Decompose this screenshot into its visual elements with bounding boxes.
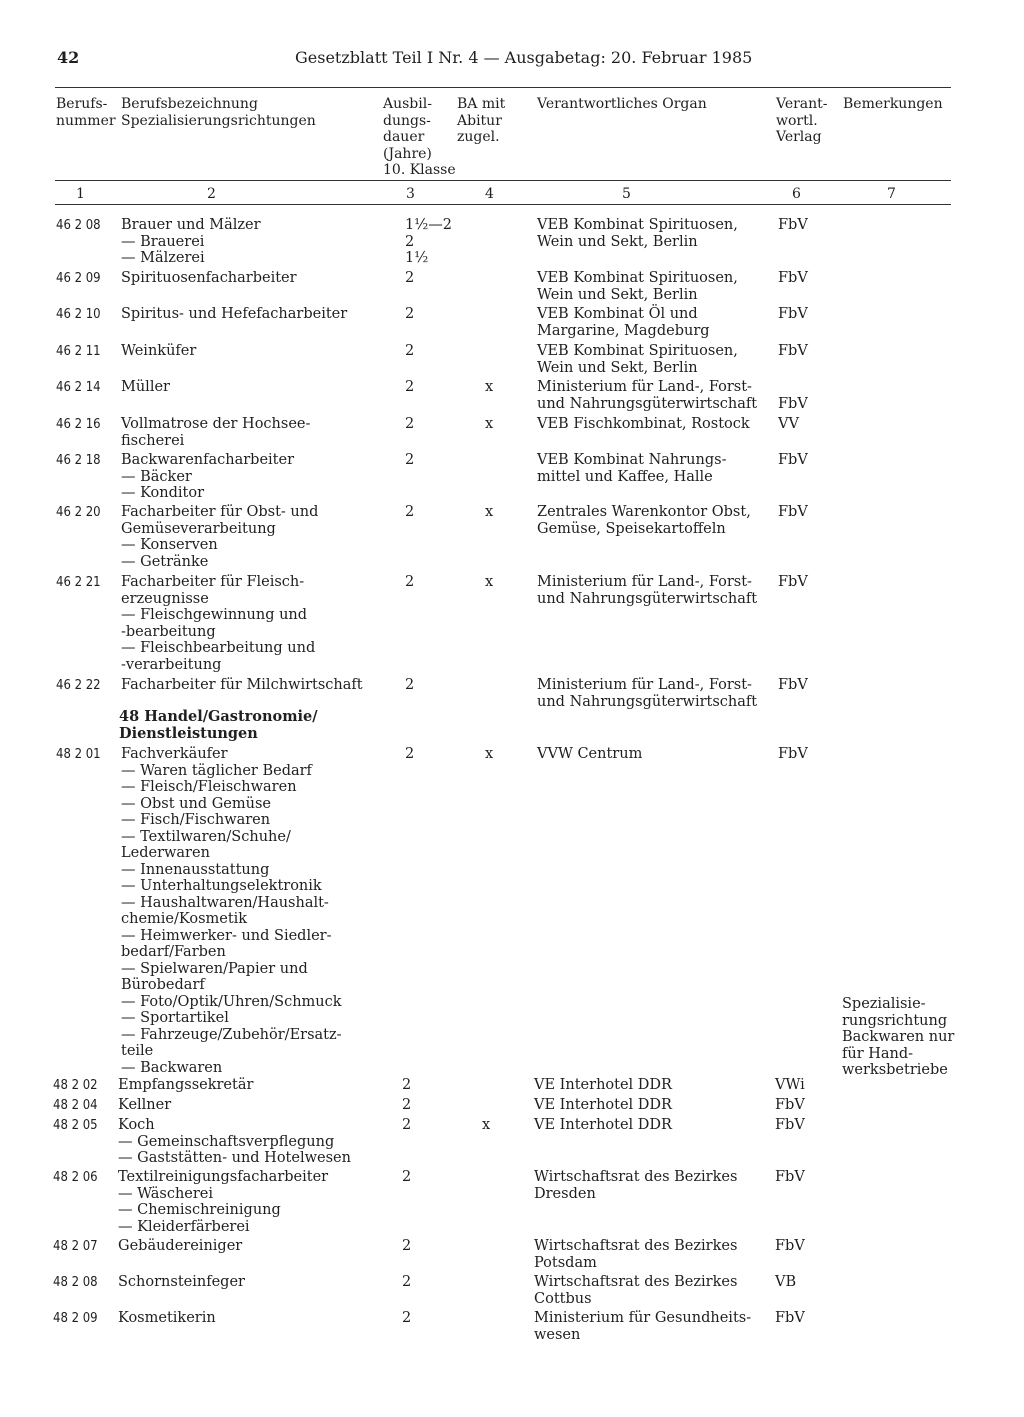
col-header-organ: Verantwortliches Organ <box>537 96 707 112</box>
table-row-organ: VEB Kombinat Öl und Margarine, Magdeburg <box>537 306 710 339</box>
col-header-publisher: Verant- wortl. Verlag <box>776 96 828 145</box>
col-number-1: 1 <box>76 186 85 202</box>
table-row-title: Koch — Gemeinschaftsverpflegung — Gaststätten- und Hotelwesen <box>118 1117 351 1166</box>
table-row-duration: 2 <box>405 306 415 322</box>
table-row-title: Kosmetikerin <box>118 1310 216 1326</box>
table-row-code: 48 2 09 <box>53 1311 98 1326</box>
table-row-duration: 2 <box>405 504 415 520</box>
table-row-publisher: FbV <box>778 270 808 286</box>
table-row-publisher: FbV <box>778 677 808 693</box>
table-row-code: 46 2 18 <box>56 453 101 468</box>
table-row-publisher: FbV <box>778 746 808 762</box>
table-row-duration: 2 <box>405 574 415 590</box>
table-row-organ: Ministerium für Land-, Forst- und Nahrungsgüterwirtschaft <box>537 379 758 412</box>
table-row-duration: 2 <box>405 677 415 693</box>
table-row-code: 46 2 08 <box>56 218 101 233</box>
table-row-title: Facharbeiter für Milchwirtschaft <box>121 677 363 693</box>
table-row-publisher: VB <box>775 1274 797 1290</box>
table-row-duration: 2 <box>402 1077 412 1093</box>
table-row-title: Weinküfer <box>121 343 197 359</box>
table-row-code: 48 2 02 <box>53 1078 98 1093</box>
table-row-duration: 2 <box>405 379 415 395</box>
table-row-duration: 2 <box>402 1238 412 1254</box>
table-row-code: 48 2 01 <box>56 747 101 762</box>
table-row-publisher: FbV <box>778 504 808 520</box>
col-number-6: 6 <box>792 186 801 202</box>
table-row-organ: VEB Kombinat Spirituosen, Wein und Sekt, Berlin <box>537 217 738 250</box>
table-row-duration: 2 <box>402 1169 412 1185</box>
table-row-publisher: VV <box>778 416 799 432</box>
table-row-title: Empfangssekretär <box>118 1077 254 1093</box>
table-row-title: Vollmatrose der Hochsee- fischerei <box>121 416 311 449</box>
col-number-5: 5 <box>622 186 631 202</box>
col-number-4: 4 <box>485 186 494 202</box>
table-row-duration: 2 <box>405 416 415 432</box>
col-number-3: 3 <box>406 186 415 202</box>
table-row-ba-mark: x <box>485 574 494 590</box>
header-rule <box>55 87 951 88</box>
table-row-code: 46 2 22 <box>56 678 101 693</box>
table-row-code: 48 2 06 <box>53 1170 98 1185</box>
table-row-organ: VVW Centrum <box>537 746 643 762</box>
table-row-title: Facharbeiter für Obst- und Gemüseverarbeitung — Konserven — Getränke <box>121 504 319 570</box>
table-row-duration: 2 <box>405 746 415 762</box>
table-row-ba-mark: x <box>485 379 494 395</box>
table-row-title: Backwarenfacharbeiter — Bäcker — Konditor <box>121 452 295 501</box>
table-row-title: Textilreinigungsfacharbeiter — Wäscherei — Chemischreinigung — Kleiderfärberei <box>118 1169 329 1235</box>
table-row-title: Spiritus- und Hefefacharbeiter <box>121 306 348 322</box>
table-row-title: Kellner <box>118 1097 172 1113</box>
table-row-code: 48 2 04 <box>53 1098 98 1113</box>
table-row-title: Schornsteinfeger <box>118 1274 245 1290</box>
column-header-rule <box>55 180 951 181</box>
table-row-remark: Spezialisie- rungsrichtung Backwaren nur für Hand- werksbetriebe <box>842 996 955 1078</box>
table-row-organ: Wirtschaftsrat des Bezirkes Cottbus <box>534 1274 738 1307</box>
col-header-title: Berufsbezeichnung Spezialisierungsrichtungen <box>121 96 316 129</box>
table-row-duration: 2 <box>402 1274 412 1290</box>
table-row-code: 46 2 10 <box>56 307 101 322</box>
table-row-publisher: FbV <box>775 1169 805 1185</box>
table-row-publisher: FbV <box>775 1117 805 1133</box>
table-row-duration: 2 <box>402 1310 412 1326</box>
section-heading: 48 Handel/Gastronomie/ Dienstleistungen <box>119 708 318 742</box>
table-row-publisher: FbV <box>778 574 808 590</box>
column-number-rule <box>55 204 951 205</box>
col-header-ba: BA mit Abitur zugel. <box>457 96 506 145</box>
running-title: Gesetzblatt Teil I Nr. 4 — Ausgabetag: 20. Februar 1985 <box>295 48 753 67</box>
table-row-organ: Ministerium für Land-, Forst- und Nahrungsgüterwirtschaft <box>537 677 758 710</box>
col-header-number: Berufs- nummer <box>56 96 116 129</box>
table-row-code: 46 2 16 <box>56 417 101 432</box>
table-row-duration: 2 <box>402 1117 412 1133</box>
table-row-code: 46 2 11 <box>56 344 101 359</box>
table-row-ba-mark: x <box>482 1117 491 1133</box>
table-row-duration: 2 <box>405 343 415 359</box>
table-row-title: Fachverkäufer — Waren täglicher Bedarf — Fleisch/Fleischwaren — Obst und Gemüse — Fisch/Fischwaren — Textilwaren/Schuhe/ Lederwaren — Innenausstattung — Unterhaltungselektronik — Haushaltwaren/Haushalt- chemie/Kosmetik — Heimwerker- und Siedler- bedarf/Farben — Spielwaren/Papier und Bürobedarf — Foto/Optik/Uhren/Schmuck — Sportartikel — Fahrzeuge/Zubehör/Ersatz- teile — Backwaren <box>121 746 342 1076</box>
table-row-title: Brauer und Mälzer — Brauerei — Mälzerei <box>121 217 261 266</box>
table-row-organ: VEB Fischkombinat, Rostock <box>537 416 750 432</box>
table-row-title: Facharbeiter für Fleisch- erzeugnisse — Fleischgewinnung und -bearbeitung — Fleischbearbeitung und -verarbeitung <box>121 574 316 673</box>
col-number-7: 7 <box>887 186 896 202</box>
table-row-publisher: FbV <box>775 1238 805 1254</box>
table-row-organ: Ministerium für Gesundheits- wesen <box>534 1310 752 1343</box>
table-row-publisher: FbV <box>778 343 808 359</box>
table-row-duration: 1½—2 2 1½ <box>405 217 453 266</box>
table-row-organ: VE Interhotel DDR <box>534 1097 672 1113</box>
table-row-organ: Wirtschaftsrat des Bezirkes Dresden <box>534 1169 738 1202</box>
table-row-organ: VEB Kombinat Spirituosen, Wein und Sekt, Berlin <box>537 270 738 303</box>
table-row-organ: Zentrales Warenkontor Obst, Gemüse, Speisekartoffeln <box>537 504 751 537</box>
table-row-publisher: FbV <box>775 1097 805 1113</box>
col-header-remarks: Bemerkungen <box>843 96 943 112</box>
table-row-publisher: FbV <box>778 217 808 233</box>
col-header-duration: Ausbil- dungs- dauer (Jahre) 10. Klasse <box>383 96 456 178</box>
page-number: 42 <box>57 48 80 67</box>
table-row-organ: Wirtschaftsrat des Bezirkes Potsdam <box>534 1238 738 1271</box>
table-row-title: Müller <box>121 379 170 395</box>
table-row-code: 48 2 08 <box>53 1275 98 1290</box>
table-row-title: Spirituosenfacharbeiter <box>121 270 297 286</box>
table-row-duration: 2 <box>402 1097 412 1113</box>
table-row-code: 48 2 05 <box>53 1118 98 1133</box>
table-row-publisher: FbV <box>778 452 808 468</box>
table-row-organ: VEB Kombinat Nahrungs- mittel und Kaffee, Halle <box>537 452 727 485</box>
table-row-duration: 2 <box>405 452 415 468</box>
table-row-ba-mark: x <box>485 746 494 762</box>
table-row-code: 46 2 20 <box>56 505 101 520</box>
table-row-ba-mark: x <box>485 416 494 432</box>
table-row-publisher: FbV <box>778 306 808 322</box>
table-row-duration: 2 <box>405 270 415 286</box>
table-row-publisher: VWi <box>775 1077 805 1093</box>
table-row-code: 46 2 14 <box>56 380 101 395</box>
table-row-code: 46 2 21 <box>56 575 101 590</box>
table-row-organ: Ministerium für Land-, Forst- und Nahrungsgüterwirtschaft <box>537 574 758 607</box>
table-row-publisher: FbV <box>778 396 808 412</box>
table-row-organ: VEB Kombinat Spirituosen, Wein und Sekt, Berlin <box>537 343 738 376</box>
table-row-code: 48 2 07 <box>53 1239 98 1254</box>
table-row-title: Gebäudereiniger <box>118 1238 243 1254</box>
col-number-2: 2 <box>207 186 216 202</box>
table-row-organ: VE Interhotel DDR <box>534 1117 672 1133</box>
table-row-ba-mark: x <box>485 504 494 520</box>
table-row-organ: VE Interhotel DDR <box>534 1077 672 1093</box>
table-row-code: 46 2 09 <box>56 271 101 286</box>
table-row-publisher: FbV <box>775 1310 805 1326</box>
